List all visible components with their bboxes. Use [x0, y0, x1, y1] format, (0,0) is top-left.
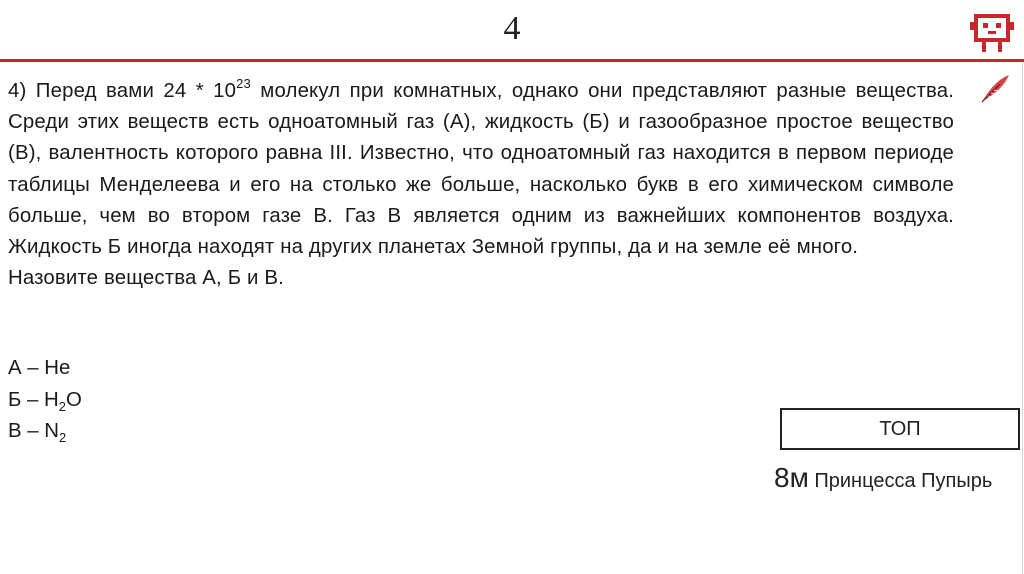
leaderboard-name: Принцесса Пупырь [814, 470, 993, 492]
answer-a: А – Не [8, 357, 71, 379]
pixel-robot-logo-icon [968, 8, 1016, 56]
slide-frame-edge [1022, 62, 1023, 574]
exponent: 23 [236, 76, 251, 92]
leaderboard-entry [774, 460, 1024, 499]
header-divider [0, 59, 1024, 62]
question-block [8, 76, 954, 294]
answer-c: В – $N_2$ [8, 420, 67, 446]
quill-feather-icon [978, 72, 1012, 106]
answer-b: Б – $H_2O$ [8, 388, 82, 414]
question-text: 4) Перед вами $24 * 10^{23}$ молекул при комнатных, однако они представляют разные вещества. Среди этих веществ есть одноатомный газ (А), жидкость (Б) и газообразное простое вещество (В), валентность которого равна III. Известно, что одноатомный газ находится в первом периоде таблицы Менделеева и его на столько же больше, насколько букв в его химическом символе больше, чем во втором газе В. Газ В является одним из важнейших компонентов воздуха. Жидкость Б иногда находят на других планетах Земной группы, да и на земле её много. [8, 76, 955, 259]
leaderboard-score: 8м [774, 462, 809, 493]
answers-block [8, 353, 82, 448]
leaderboard-title: ТОП [780, 408, 1020, 450]
question-prompt: Назовите вещества А, Б и В. [8, 267, 284, 290]
slide-number: 4 [503, 10, 521, 47]
